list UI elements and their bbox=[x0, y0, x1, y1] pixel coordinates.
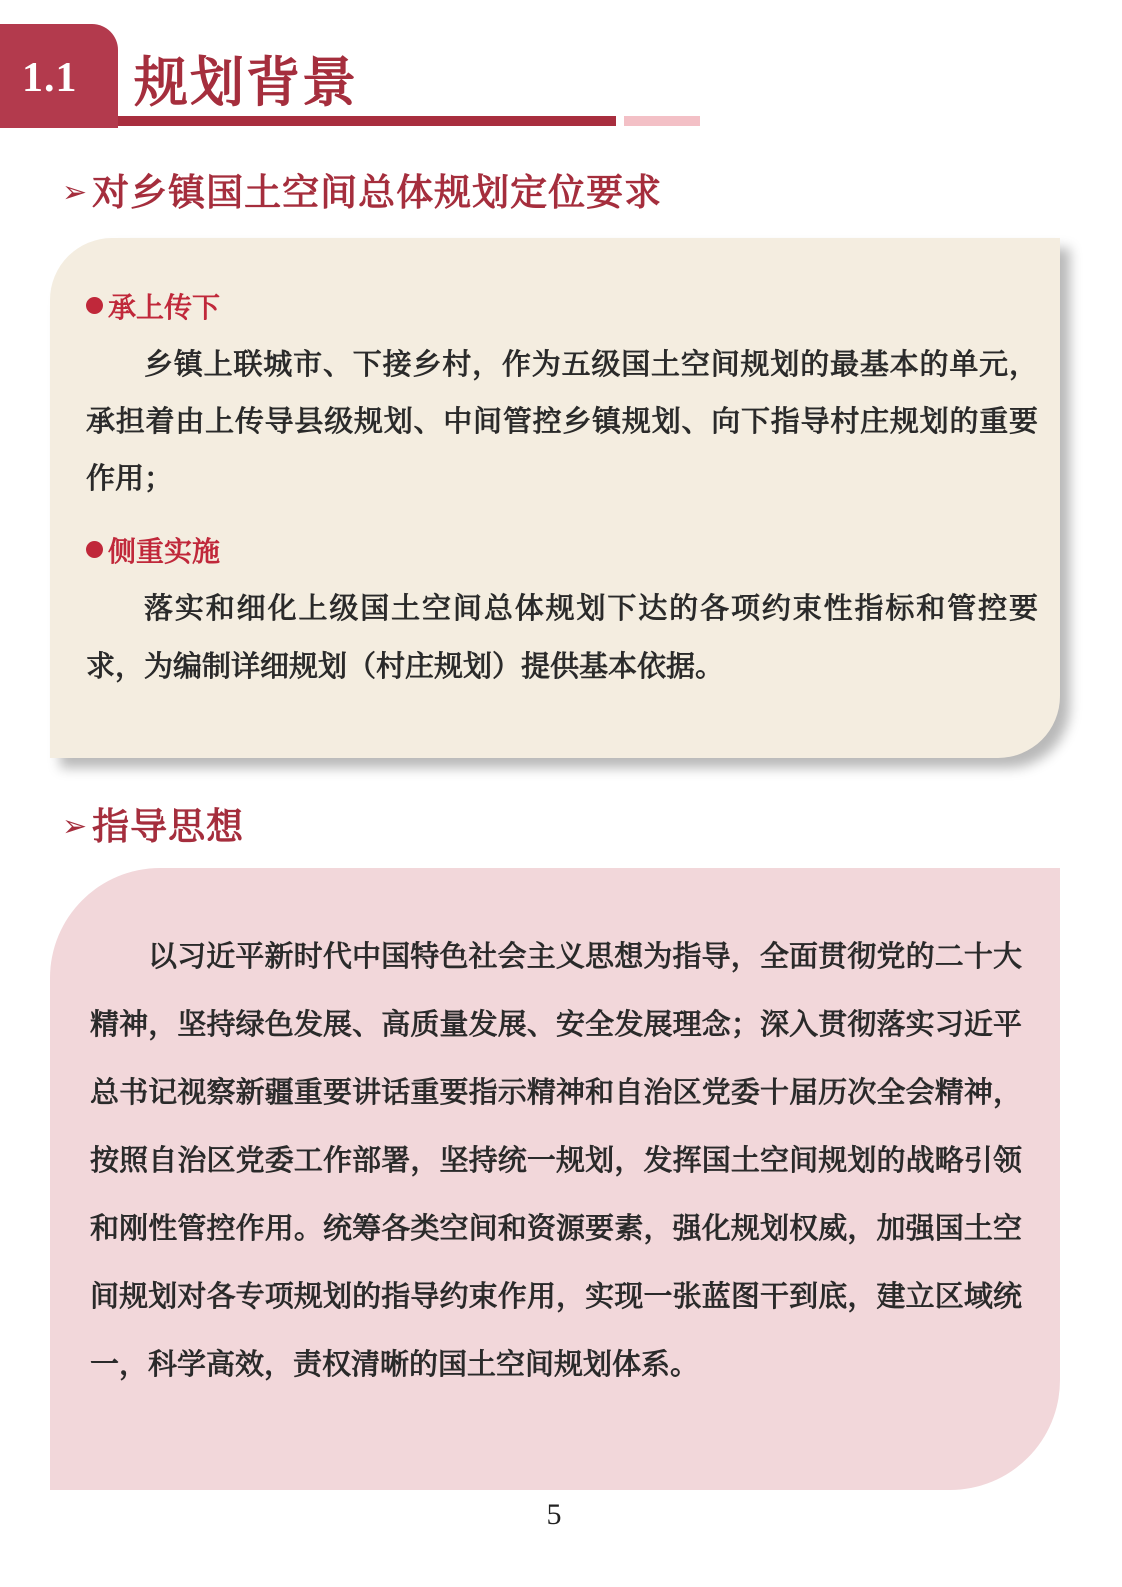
bullet-heading-text: 承上传下 bbox=[108, 291, 221, 324]
bullet-dot-icon bbox=[86, 541, 103, 558]
positioning-heading bbox=[62, 162, 662, 216]
section-number: 1.1 bbox=[22, 55, 78, 101]
positioning-heading-text: 对乡镇国土空间总体规划定位要求 bbox=[92, 171, 663, 214]
bullet-paragraph: 乡镇上联城市、下接乡村，作为五级国土空间规划的最基本的单元，承担着由上传导县级规划、中间管控乡镇规划、向下指导村庄规划的重要作用； bbox=[86, 347, 1038, 495]
guidance-box bbox=[50, 868, 1060, 1490]
guidance-paragraph: 以习近平新时代中国特色社会主义思想为指导，全面贯彻党的二十大精神，坚持绿色发展、高质量发展、安全发展理念；深入贯彻落实习近平总书记视察新疆重要讲话重要指示精神和自治区党委十届历次全会精神，按照自治区党委工作部署，坚持统一规划，发挥国土空间规划的战略引领和刚性管控作用。统筹各类空间和资源要素，强化规划权威，加强国土空间规划对各专项规划的指导约束作用，实现一张蓝图干到底，建立区域统一，科学高效，责权清晰的国土空间规划体系。 bbox=[90, 939, 1022, 1381]
header-underline-light bbox=[624, 116, 700, 126]
guidance-heading-text: 指导思想 bbox=[92, 805, 245, 848]
bullet-paragraph: 落实和细化上级国土空间总体规划下达的各项约束性指标和管控要求，为编制详细规划（村庄规划）提供基本依据。 bbox=[86, 591, 1038, 683]
bullet-heading bbox=[86, 286, 220, 326]
arrow-bullet-icon: ➢ bbox=[62, 809, 89, 844]
bullet-heading-text: 侧重实施 bbox=[108, 535, 221, 568]
bullet-heading bbox=[86, 530, 220, 570]
section-title: 规划背景 bbox=[134, 51, 358, 114]
bullet-dot-icon bbox=[86, 297, 103, 314]
header-underline-dark bbox=[118, 116, 616, 126]
arrow-bullet-icon: ➢ bbox=[62, 175, 89, 210]
positioning-box bbox=[50, 238, 1060, 758]
section-number-block bbox=[0, 24, 118, 128]
section-header bbox=[0, 22, 1122, 132]
guidance-heading bbox=[62, 796, 244, 850]
page-number: 5 bbox=[546, 1498, 562, 1531]
